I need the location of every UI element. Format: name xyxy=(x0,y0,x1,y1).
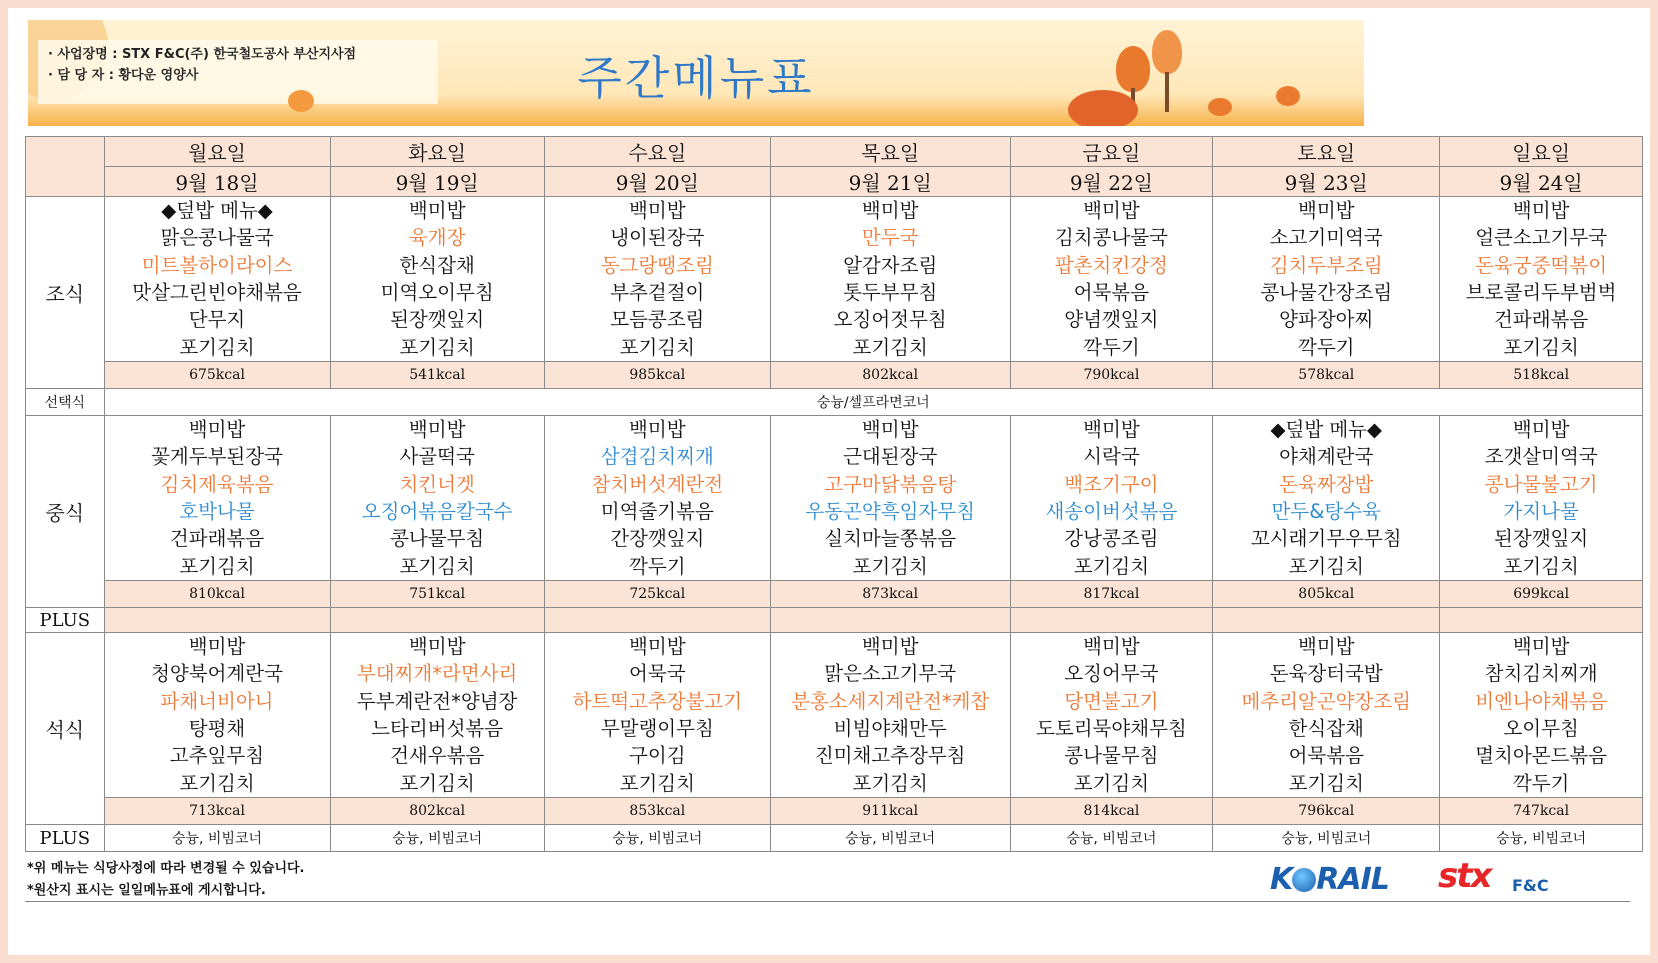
select-text: 숭늉/셀프라면코너 xyxy=(104,389,1642,416)
dish-item: 콩나물간장조림 xyxy=(1260,281,1393,304)
dish-item: 어묵국 xyxy=(629,662,686,686)
pumpkin-icon xyxy=(288,90,314,112)
dish-item: 비엔나야채볶음 xyxy=(1475,689,1608,713)
dish-item: 깍두기 xyxy=(1297,335,1355,359)
stx-logo: stx xyxy=(1438,856,1491,896)
dish-item: 김치제육볶음 xyxy=(160,472,274,496)
dish-item: 알감자조림 xyxy=(843,253,938,277)
kcal-cell: 873kcal xyxy=(770,581,1010,608)
dish-item: 비빔야채만두 xyxy=(833,717,947,740)
date-cell: 9월 23일 xyxy=(1213,167,1440,197)
plus-row xyxy=(26,608,1643,633)
dish-item: 백미밥 xyxy=(1083,199,1140,223)
menu-cell xyxy=(104,633,330,798)
menu-cell xyxy=(104,197,330,362)
dish-item: 한식잡채 xyxy=(399,253,475,277)
kcal-cell: 796kcal xyxy=(1213,798,1440,825)
dish-item: 백미밥 xyxy=(408,635,466,659)
dish-item: 근대된장국 xyxy=(843,445,938,469)
dish-item: 돈육짜장밥 xyxy=(1279,472,1374,496)
plus-cell xyxy=(1213,608,1440,633)
fnc-logo-text: F&C xyxy=(1512,876,1549,895)
dish-item: 오징어볶음칼국수 xyxy=(361,500,513,523)
date-row xyxy=(26,167,1643,197)
dish-item: 호박나물 xyxy=(179,500,255,523)
dish-item: 참치버섯계란전 xyxy=(591,472,724,496)
corner-cell xyxy=(26,137,105,197)
menu-cell xyxy=(330,197,544,362)
weekday-cell: 월요일 xyxy=(104,137,330,167)
dish-item: 얼큰소고기무국 xyxy=(1475,226,1608,250)
dish-item: 백미밥 xyxy=(1297,635,1355,659)
breakfast-label: 조식 xyxy=(26,197,105,389)
dish-item: 깍두기 xyxy=(629,554,686,578)
dish-item: 포기김치 xyxy=(852,335,928,359)
dish-item: 어묵볶음 xyxy=(1288,744,1364,768)
dish-item: 백미밥 xyxy=(629,635,686,659)
dish-item: 양념깻잎지 xyxy=(1064,308,1159,332)
dish-item: 미트볼하이라이스 xyxy=(141,253,293,277)
dish-item: 부대찌개*라면사리 xyxy=(356,662,518,686)
dish-item: 무말랭이무침 xyxy=(600,717,714,740)
date-cell: 9월 22일 xyxy=(1010,167,1213,197)
korail-ball-icon xyxy=(1292,868,1316,892)
kcal-cell: 911kcal xyxy=(770,798,1010,825)
kcal-cell: 518kcal xyxy=(1440,362,1643,389)
kcal-cell: 751kcal xyxy=(330,581,544,608)
weekday-cell: 목요일 xyxy=(770,137,1010,167)
dish-item: 톳두부무침 xyxy=(843,281,938,304)
dish-item: 건파래볶음 xyxy=(169,527,265,551)
menu-cell xyxy=(1440,633,1643,798)
dish-item: 삼겹김치찌개 xyxy=(600,445,714,469)
kcal-cell: 802kcal xyxy=(770,362,1010,389)
dish-item: 포기김치 xyxy=(1288,554,1364,578)
dish-item: 우동곤약흑임자무침 xyxy=(805,500,975,523)
menu-cell xyxy=(770,197,1010,362)
dish-item: 포기김치 xyxy=(852,554,928,578)
note-change: *위 메뉴는 식당사정에 따라 변경될 수 있습니다. xyxy=(27,861,305,876)
date-cell: 9월 21일 xyxy=(770,167,1010,197)
weekday-cell: 수요일 xyxy=(544,137,770,167)
footer-divider xyxy=(25,901,1630,902)
autumn-tree-icon xyxy=(1152,30,1182,74)
lunch-kcal-row xyxy=(26,581,1643,608)
plus-bottom-cell: 숭늉, 비빔코너 xyxy=(1440,825,1643,852)
dish-item: 백미밥 xyxy=(1297,199,1355,223)
date-cell: 9월 19일 xyxy=(330,167,544,197)
menu-cell xyxy=(1440,197,1643,362)
dish-item: 실치마늘쫑볶음 xyxy=(824,527,957,551)
kcal-cell: 725kcal xyxy=(544,581,770,608)
dish-item: 백미밥 xyxy=(861,418,919,442)
kcal-cell: 805kcal xyxy=(1213,581,1440,608)
dish-item: 어묵볶음 xyxy=(1073,281,1150,304)
dish-item: 단무지 xyxy=(188,308,246,332)
dish-item: 맑은소고기무국 xyxy=(824,662,957,686)
breakfast-kcal-row xyxy=(26,362,1643,389)
plus-cell xyxy=(544,608,770,633)
dish-item: 간장깻잎지 xyxy=(610,527,705,551)
dish-item: 미역오이무침 xyxy=(380,281,494,304)
dish-item: 김치두부조림 xyxy=(1269,253,1383,277)
dish-item: 부추겉절이 xyxy=(610,281,705,304)
plus-cell xyxy=(1010,608,1213,633)
menu-cell xyxy=(330,416,544,581)
plus-bottom-cell: 숭늉, 비빔코너 xyxy=(1010,825,1213,852)
kcal-cell: 747kcal xyxy=(1440,798,1643,825)
plus-bottom-row xyxy=(26,825,1643,852)
select-label: 선택식 xyxy=(26,389,105,416)
menu-cell xyxy=(544,197,770,362)
date-cell: 9월 20일 xyxy=(544,167,770,197)
dish-item: 깍두기 xyxy=(1083,335,1140,359)
dish-item: 멸치아몬드볶음 xyxy=(1475,744,1608,768)
dish-item: 백미밥 xyxy=(629,418,686,442)
kcal-cell: 817kcal xyxy=(1010,581,1213,608)
dish-item: 포기김치 xyxy=(179,771,255,795)
dish-item: 포기김치 xyxy=(1073,771,1150,795)
plus-label: PLUS xyxy=(26,608,105,633)
dish-item: 도토리묵야채무침 xyxy=(1036,717,1187,740)
page-title: 주간메뉴표 xyxy=(577,51,815,105)
menu-cell xyxy=(544,416,770,581)
dish-item: 치킨너겟 xyxy=(399,472,475,496)
footnotes xyxy=(27,858,305,902)
kcal-cell: 810kcal xyxy=(104,581,330,608)
dish-item: 미역줄기볶음 xyxy=(600,500,714,523)
plus-cell xyxy=(1440,608,1643,633)
plus-cell xyxy=(330,608,544,633)
dish-item: 오징어젓무침 xyxy=(833,308,947,332)
dish-item: 포기김치 xyxy=(1503,335,1579,359)
kcal-cell: 814kcal xyxy=(1010,798,1213,825)
plus-bottom-cell: 숭늉, 비빔코너 xyxy=(330,825,544,852)
manager-name: · 담 당 자 : 황다운 영양사 xyxy=(48,68,199,83)
dish-item: 백미밥 xyxy=(1512,418,1570,442)
dish-item: 맛살그린빈야채볶음 xyxy=(132,281,302,304)
weekday-row xyxy=(26,137,1643,167)
dish-item: 콩나물무침 xyxy=(390,527,485,551)
dish-item: 포기김치 xyxy=(619,335,695,359)
dish-item: 돈육궁중떡볶이 xyxy=(1475,253,1608,277)
dish-item: 백미밥 xyxy=(1083,418,1140,442)
dish-item: 두부계란전*양념장 xyxy=(356,689,518,713)
plus-cell xyxy=(770,608,1010,633)
lunch-row xyxy=(26,416,1643,581)
lunch-label: 중식 xyxy=(26,416,105,608)
dish-item: 포기김치 xyxy=(852,771,928,795)
menu-cell xyxy=(544,633,770,798)
dish-item: 건새우볶음 xyxy=(390,744,485,768)
dish-item: 꽃게두부된장국 xyxy=(151,445,283,469)
dish-item: 한식잡채 xyxy=(1288,717,1364,740)
dish-item: 백미밥 xyxy=(188,635,246,659)
dish-item: 만두국 xyxy=(861,226,919,250)
dish-item: ◆덮밥 메뉴◆ xyxy=(1270,418,1383,442)
dish-item: 건파래볶음 xyxy=(1494,308,1589,332)
kcal-cell: 853kcal xyxy=(544,798,770,825)
menu-page xyxy=(8,8,1650,955)
dish-item: 포기김치 xyxy=(399,771,475,795)
dish-item: 파채너비아니 xyxy=(160,689,274,713)
title-banner xyxy=(28,20,1364,126)
menu-cell xyxy=(330,633,544,798)
kcal-cell: 802kcal xyxy=(330,798,544,825)
dish-item: 하트떡고추장불고기 xyxy=(572,689,743,713)
dish-item: 백미밥 xyxy=(408,199,466,223)
menu-cell xyxy=(104,416,330,581)
date-cell: 9월 18일 xyxy=(104,167,330,197)
dish-item: 김치콩나물국 xyxy=(1054,226,1168,250)
menu-cell xyxy=(1213,416,1440,581)
weekday-cell: 금요일 xyxy=(1010,137,1213,167)
dish-item: 청양북어계란국 xyxy=(151,662,283,686)
note-origin: *원산지 표시는 일일메뉴표에 게시합니다. xyxy=(27,883,266,898)
dish-item: 포기김치 xyxy=(1073,554,1150,578)
dish-item: 동그랑땡조림 xyxy=(600,253,714,277)
breakfast-row xyxy=(26,197,1643,362)
menu-cell xyxy=(1010,416,1213,581)
dish-item: 백미밥 xyxy=(1512,635,1570,659)
dish-item: 포기김치 xyxy=(179,554,255,578)
dish-item: 소고기미역국 xyxy=(1269,226,1383,250)
dinner-row xyxy=(26,633,1643,798)
dish-item: 탕평채 xyxy=(188,717,246,740)
dish-item: 야채계란국 xyxy=(1279,445,1374,469)
kcal-cell: 985kcal xyxy=(544,362,770,389)
dish-item: 느타리버섯볶음 xyxy=(371,717,504,740)
kcal-cell: 713kcal xyxy=(104,798,330,825)
dish-item: 꼬시래기무우무침 xyxy=(1250,527,1402,551)
dish-item: 조갯살미역국 xyxy=(1484,445,1598,469)
dish-item: 강낭콩조림 xyxy=(1064,527,1159,551)
weekday-cell: 일요일 xyxy=(1440,137,1643,167)
dish-item: 시락국 xyxy=(1083,445,1140,469)
pumpkin-icon xyxy=(1208,98,1232,116)
menu-cell xyxy=(1440,416,1643,581)
kcal-cell: 699kcal xyxy=(1440,581,1643,608)
dish-item: 사골떡국 xyxy=(399,445,475,469)
kcal-cell: 675kcal xyxy=(104,362,330,389)
menu-cell xyxy=(770,633,1010,798)
dish-item: 참치김치찌개 xyxy=(1484,662,1598,686)
dish-item: 백미밥 xyxy=(629,199,686,223)
dish-item: 고추잎무침 xyxy=(169,744,265,768)
dinner-label: 석식 xyxy=(26,633,105,825)
dish-item: 메추리알곤약장조림 xyxy=(1241,689,1412,713)
dish-item: 오징어무국 xyxy=(1064,662,1159,686)
dish-item: 된장깻잎지 xyxy=(1494,527,1589,551)
dinner-kcal-row xyxy=(26,798,1643,825)
dish-item: 분홍소세지계란전*케찹 xyxy=(791,689,990,713)
dish-item: 포기김치 xyxy=(1503,554,1579,578)
dish-item: 육개장 xyxy=(408,226,466,250)
dish-item: 팝촌치킨강정 xyxy=(1054,253,1168,277)
kcal-cell: 541kcal xyxy=(330,362,544,389)
dish-item: ◆덮밥 메뉴◆ xyxy=(161,199,273,223)
menu-cell xyxy=(1010,197,1213,362)
dish-item: 만두&탕수육 xyxy=(1271,500,1381,523)
dish-item: 맑은콩나물국 xyxy=(160,226,274,250)
kcal-cell: 790kcal xyxy=(1010,362,1213,389)
dish-item: 돈육장터국밥 xyxy=(1269,662,1383,686)
weekly-menu-table xyxy=(25,136,1643,852)
dish-item: 콩나물무침 xyxy=(1064,744,1159,768)
dish-item: 백미밥 xyxy=(1083,635,1140,659)
dish-item: 포기김치 xyxy=(619,771,695,795)
dish-item: 양파장아찌 xyxy=(1279,308,1374,332)
pumpkin-icon xyxy=(1276,86,1300,106)
dish-item: 백미밥 xyxy=(861,635,919,659)
select-row xyxy=(26,389,1643,416)
menu-cell xyxy=(1010,633,1213,798)
korail-logo: K RAIL xyxy=(1270,862,1389,897)
dish-item: 깍두기 xyxy=(1512,771,1570,795)
plus-bottom-label: PLUS xyxy=(26,825,105,852)
plus-bottom-cell: 숭늉, 비빔코너 xyxy=(104,825,330,852)
bush-decoration xyxy=(1068,90,1138,126)
dish-item: 백미밥 xyxy=(1512,199,1570,223)
dish-item: 포기김치 xyxy=(399,554,475,578)
dish-item: 포기김치 xyxy=(1288,771,1364,795)
dish-item: 백미밥 xyxy=(188,418,246,442)
dish-item: 콩나물불고기 xyxy=(1484,472,1598,496)
menu-cell xyxy=(770,416,1010,581)
dish-item: 백미밥 xyxy=(861,199,919,223)
dish-item: 백조기구이 xyxy=(1064,472,1159,496)
dish-item: 모듬콩조림 xyxy=(610,308,705,332)
dish-item: 고구마닭볶음탕 xyxy=(824,472,957,496)
dish-item: 진미채고추장무침 xyxy=(814,744,966,768)
dish-item: 가지나물 xyxy=(1503,500,1579,523)
kcal-cell: 578kcal xyxy=(1213,362,1440,389)
dish-item: 냉이된장국 xyxy=(610,226,705,250)
dish-item: 백미밥 xyxy=(408,418,466,442)
plus-bottom-cell: 숭늉, 비빔코너 xyxy=(544,825,770,852)
weekday-cell: 화요일 xyxy=(330,137,544,167)
autumn-tree-icon xyxy=(1116,46,1150,92)
plus-bottom-cell: 숭늉, 비빔코너 xyxy=(770,825,1010,852)
dish-item: 구이김 xyxy=(629,744,686,768)
menu-cell xyxy=(1213,197,1440,362)
menu-cell xyxy=(1213,633,1440,798)
dish-item: 포기김치 xyxy=(179,335,255,359)
plus-bottom-cell: 숭늉, 비빔코너 xyxy=(1213,825,1440,852)
dish-item: 새송이버섯볶음 xyxy=(1045,500,1178,523)
dish-item: 당면불고기 xyxy=(1064,689,1159,713)
date-cell: 9월 24일 xyxy=(1440,167,1643,197)
site-name: · 사업장명 : STX F&C(주) 한국철도공사 부산지사점 xyxy=(48,47,357,62)
weekday-cell: 토요일 xyxy=(1213,137,1440,167)
tree-trunk xyxy=(1165,72,1169,112)
plus-cell xyxy=(104,608,330,633)
dish-item: 오이무침 xyxy=(1503,717,1579,740)
dish-item: 된장깻잎지 xyxy=(390,308,485,332)
dish-item: 포기김치 xyxy=(399,335,475,359)
dish-item: 브로콜리두부범벅 xyxy=(1465,281,1617,304)
